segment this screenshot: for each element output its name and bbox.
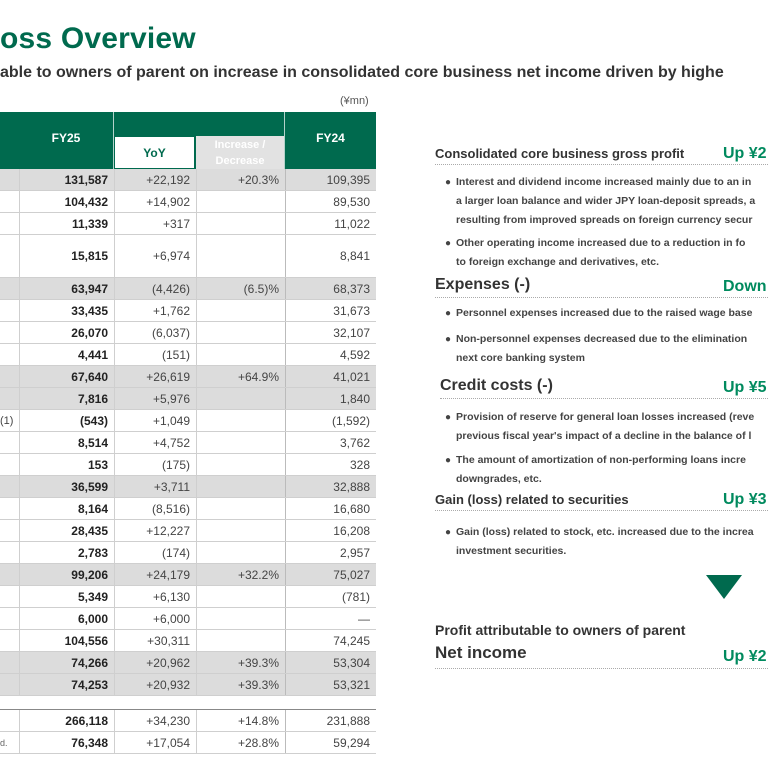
cell-fy25: 4,441	[19, 344, 114, 365]
row-label	[0, 652, 19, 673]
cell-fy24: 328	[285, 454, 376, 475]
cell-fy24: 89,530	[285, 191, 376, 212]
cell-fy24: 74,245	[285, 630, 376, 651]
cell-increase	[196, 476, 285, 497]
cell-fy25: 5,349	[19, 586, 114, 607]
bullet-text: next core banking system	[456, 352, 585, 364]
row-label	[0, 322, 19, 343]
row-label	[0, 586, 19, 607]
row-label	[0, 278, 19, 299]
table-row	[0, 235, 376, 278]
row-label	[0, 710, 19, 731]
bullet-text: resulting from improved spreads on foreign currency secur	[456, 214, 753, 226]
table-body	[0, 169, 376, 754]
table-row	[0, 388, 376, 410]
cell-fy25: 74,266	[19, 652, 114, 673]
cell-increase: +39.3%	[196, 652, 285, 673]
cell-fy24: 68,373	[285, 278, 376, 299]
section-title: Expenses (-)	[435, 276, 531, 293]
cell-fy25: 63,947	[19, 278, 114, 299]
cell-yoy: (6,037)	[114, 322, 196, 343]
bullet-icon: ●	[445, 177, 452, 188]
cell-increase	[196, 498, 285, 519]
table-row	[0, 608, 376, 630]
table-row	[0, 542, 376, 564]
row-label	[0, 235, 19, 277]
cell-yoy: +317	[114, 213, 196, 234]
cell-yoy: +4,752	[114, 432, 196, 453]
table-row	[0, 476, 376, 498]
cell-yoy: +14,902	[114, 191, 196, 212]
cell-fy24: —	[285, 608, 376, 629]
bullet-text: Other operating income increased due to a reduction in fo	[456, 237, 746, 249]
cell-fy24: 109,395	[285, 169, 376, 190]
table-row	[0, 498, 376, 520]
cell-increase: +14.8%	[196, 710, 285, 731]
cell-increase	[196, 235, 285, 277]
cell-yoy: +22,192	[114, 169, 196, 190]
cell-increase	[196, 410, 285, 431]
cell-yoy: +6,000	[114, 608, 196, 629]
table-row	[0, 732, 376, 754]
column-header-increase: Increase / Decrease	[196, 136, 284, 169]
row-label	[0, 608, 19, 629]
bullet-text: Interest and dividend income increased mainly due to an in	[456, 176, 752, 188]
cell-yoy: +20,932	[114, 674, 196, 695]
table-row	[0, 322, 376, 344]
cell-increase	[196, 520, 285, 541]
cell-yoy: +1,762	[114, 300, 196, 321]
row-label	[0, 213, 19, 234]
cell-fy25: 153	[19, 454, 114, 475]
table-row	[0, 630, 376, 652]
page-title: oss Overview	[0, 22, 196, 55]
section-value: Down	[723, 278, 767, 295]
cell-fy25: 11,339	[19, 213, 114, 234]
row-label	[0, 520, 19, 541]
table-row	[0, 191, 376, 213]
cell-fy24: (781)	[285, 586, 376, 607]
section-gross-profit	[435, 138, 768, 165]
cell-yoy: +17,054	[114, 732, 196, 753]
cell-fy25: (543)	[19, 410, 114, 431]
net-income-label: Profit attributable to owners of parent	[435, 622, 686, 638]
section-title: Credit costs (-)	[440, 377, 553, 394]
cell-fy25: 28,435	[19, 520, 114, 541]
cell-increase	[196, 388, 285, 409]
cell-increase: +32.2%	[196, 564, 285, 585]
section-value: Up ¥5	[723, 379, 767, 396]
cell-fy24: 32,888	[285, 476, 376, 497]
cell-yoy: (8,516)	[114, 498, 196, 519]
cell-yoy: +1,049	[114, 410, 196, 431]
cell-increase	[196, 322, 285, 343]
table-row	[0, 366, 376, 388]
cell-fy25: 67,640	[19, 366, 114, 387]
bullet-text: previous fiscal year's impact of a decline in the balance of l	[456, 430, 752, 442]
bullet-text: Provision of reserve for general loan losses increased (reve	[456, 411, 755, 423]
page-subtitle: able to owners of parent on increase in consolidated core business net income driven by highe	[0, 64, 724, 81]
cell-fy24: 4,592	[285, 344, 376, 365]
bullet-text: to foreign exchange and derivatives, etc.	[456, 256, 660, 268]
table-spacer	[0, 696, 376, 710]
section-title: Consolidated core business gross profit	[435, 146, 685, 161]
column-header-fy24: FY24	[316, 131, 345, 145]
cell-fy24: 53,304	[285, 652, 376, 673]
cell-yoy: +6,974	[114, 235, 196, 277]
cell-increase	[196, 432, 285, 453]
cell-yoy: +5,976	[114, 388, 196, 409]
cell-fy24: 8,841	[285, 235, 376, 277]
cell-fy24: 11,022	[285, 213, 376, 234]
section-value: Up ¥3	[723, 491, 767, 508]
cell-fy25: 7,816	[19, 388, 114, 409]
cell-yoy: (151)	[114, 344, 196, 365]
cell-fy25: 6,000	[19, 608, 114, 629]
table-row	[0, 652, 376, 674]
row-label	[0, 300, 19, 321]
row-label	[0, 542, 19, 563]
bullet-icon: ●	[445, 412, 452, 423]
table-row	[0, 710, 376, 732]
cell-fy25: 104,432	[19, 191, 114, 212]
cell-fy24: 31,673	[285, 300, 376, 321]
bullet-text: Personnel expenses increased due to the raised wage base	[456, 307, 753, 319]
cell-increase: (6.5)%	[196, 278, 285, 299]
cell-fy25: 26,070	[19, 322, 114, 343]
row-label	[0, 169, 19, 190]
cell-yoy: (4,426)	[114, 278, 196, 299]
cell-fy25: 76,348	[19, 732, 114, 753]
bullet-text: investment securities.	[456, 545, 567, 557]
section-value: Up ¥2	[723, 145, 767, 162]
net-income-value: Up ¥2	[723, 648, 767, 665]
cell-increase	[196, 300, 285, 321]
table-row	[0, 278, 376, 300]
cell-yoy: +12,227	[114, 520, 196, 541]
cell-yoy: (175)	[114, 454, 196, 475]
table-row	[0, 344, 376, 366]
cell-fy25: 8,514	[19, 432, 114, 453]
bullet-icon: ●	[445, 455, 452, 466]
cell-fy25: 33,435	[19, 300, 114, 321]
cell-fy24: 75,027	[285, 564, 376, 585]
table-row	[0, 674, 376, 696]
cell-fy24: 41,021	[285, 366, 376, 387]
cell-increase	[196, 586, 285, 607]
cell-increase: +39.3%	[196, 674, 285, 695]
cell-increase	[196, 191, 285, 212]
cell-fy24: 16,208	[285, 520, 376, 541]
table-row	[0, 586, 376, 608]
cell-yoy: +3,711	[114, 476, 196, 497]
row-label	[0, 366, 19, 387]
down-arrow-icon	[706, 575, 742, 599]
column-header-fy25: FY25	[51, 131, 81, 145]
cell-fy24: 53,321	[285, 674, 376, 695]
table-row	[0, 169, 376, 191]
cell-fy25: 99,206	[19, 564, 114, 585]
cell-increase: +20.3%	[196, 169, 285, 190]
row-label	[0, 432, 19, 453]
cell-fy25: 104,556	[19, 630, 114, 651]
table-row	[0, 410, 376, 432]
financial-table	[0, 112, 376, 754]
cell-fy25: 36,599	[19, 476, 114, 497]
net-income-title: Net income	[435, 643, 527, 662]
table-row	[0, 213, 376, 235]
cell-fy24: 2,957	[285, 542, 376, 563]
cell-increase: +64.9%	[196, 366, 285, 387]
row-label	[0, 564, 19, 585]
bullet-icon: ●	[445, 238, 452, 249]
cell-fy24: 32,107	[285, 322, 376, 343]
cell-fy24: 1,840	[285, 388, 376, 409]
bullet-icon: ●	[445, 527, 452, 538]
cell-increase	[196, 630, 285, 651]
cell-yoy: (174)	[114, 542, 196, 563]
bullet-text: a larger loan balance and wider JPY loan-deposit spreads, a	[456, 195, 756, 207]
table-row	[0, 454, 376, 476]
cell-yoy: +24,179	[114, 564, 196, 585]
cell-yoy: +26,619	[114, 366, 196, 387]
bullet-text: Gain (loss) related to stock, etc. increased due to the increa	[456, 526, 754, 538]
bullet-text: Non-personnel expenses decreased due to the elimination	[456, 333, 748, 345]
cell-increase	[196, 454, 285, 475]
cell-fy25: 15,815	[19, 235, 114, 277]
row-label	[0, 498, 19, 519]
cell-fy25: 74,253	[19, 674, 114, 695]
row-label	[0, 388, 19, 409]
row-label	[0, 344, 19, 365]
cell-fy25: 8,164	[19, 498, 114, 519]
bullet-text: downgrades, etc.	[456, 473, 542, 485]
cell-increase	[196, 213, 285, 234]
cell-yoy: +34,230	[114, 710, 196, 731]
table-row	[0, 564, 376, 586]
cell-increase: +28.8%	[196, 732, 285, 753]
section-securities	[435, 484, 768, 511]
cell-fy24: (1,592)	[285, 410, 376, 431]
cell-fy24: 59,294	[285, 732, 376, 753]
cell-yoy: +30,311	[114, 630, 196, 651]
cell-yoy: +20,962	[114, 652, 196, 673]
section-expenses	[435, 271, 768, 298]
cell-increase	[196, 542, 285, 563]
row-label	[0, 454, 19, 475]
cell-fy24: 231,888	[285, 710, 376, 731]
cell-fy25: 266,118	[19, 710, 114, 731]
cell-fy24: 16,680	[285, 498, 376, 519]
table-row	[0, 300, 376, 322]
cell-fy24: 3,762	[285, 432, 376, 453]
section-credit-costs	[440, 372, 768, 399]
footnote: d.	[0, 738, 8, 748]
cell-fy25: 131,587	[19, 169, 114, 190]
unit-note: (¥mn)	[340, 95, 369, 107]
bullet-icon: ●	[445, 308, 452, 319]
bullet-icon: ●	[445, 334, 452, 345]
row-label	[0, 191, 19, 212]
cell-increase	[196, 608, 285, 629]
row-label	[0, 630, 19, 651]
bullet-text: The amount of amortization of non-performing loans incre	[456, 454, 746, 466]
row-label	[0, 476, 19, 497]
cell-increase	[196, 344, 285, 365]
table-row	[0, 520, 376, 542]
row-label: (1)	[0, 414, 14, 427]
cell-yoy: +6,130	[114, 586, 196, 607]
table-header	[0, 112, 376, 169]
table-row	[0, 432, 376, 454]
row-label	[0, 674, 19, 695]
divider	[435, 668, 768, 669]
section-title: Gain (loss) related to securities	[435, 492, 629, 507]
column-header-yoy: YoY	[114, 136, 195, 169]
cell-fy25: 2,783	[19, 542, 114, 563]
